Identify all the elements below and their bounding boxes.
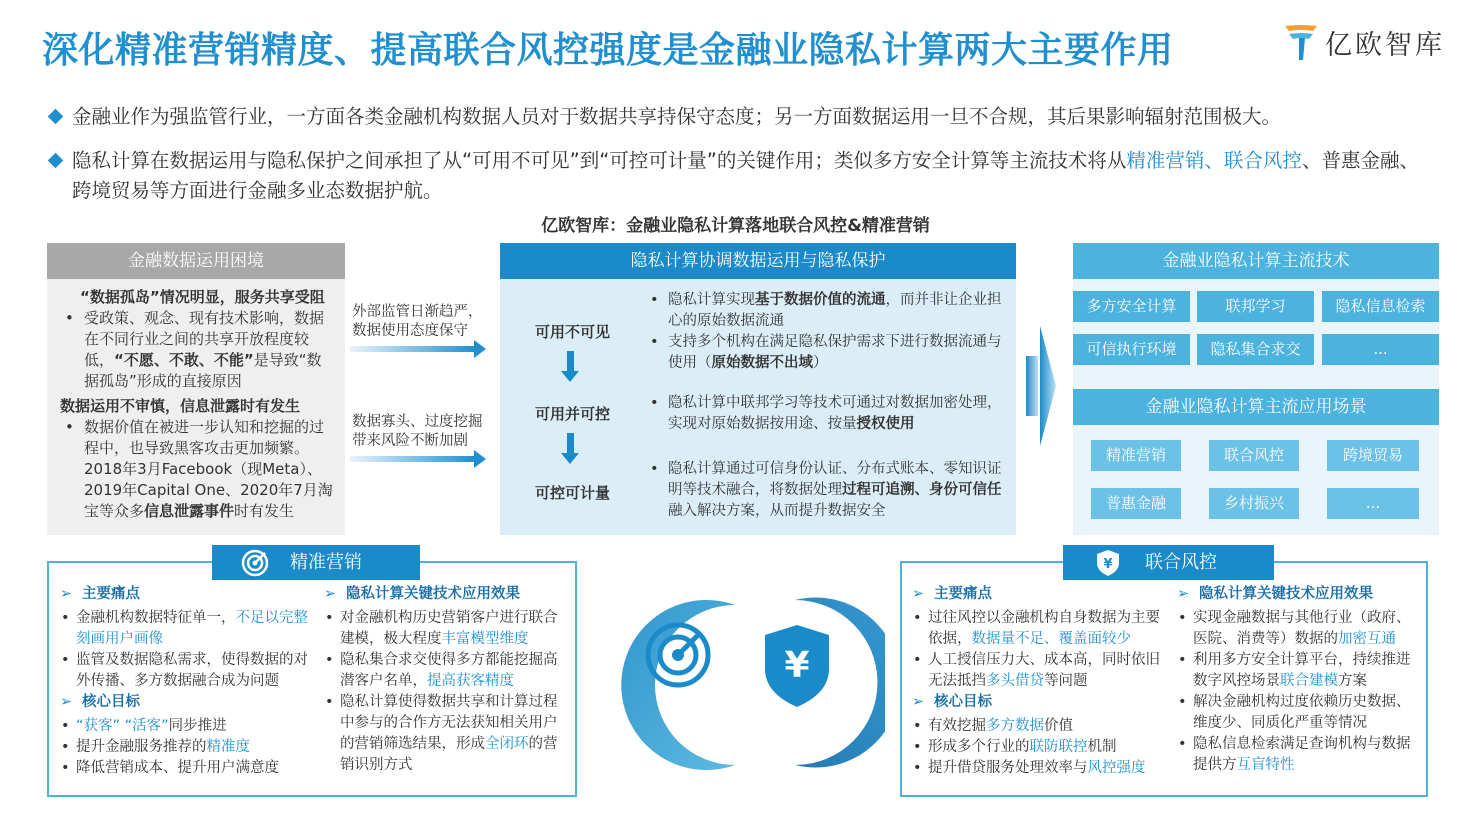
list-item: • 形成多个行业的联防联控机制	[913, 739, 1117, 755]
shield-icon	[765, 625, 829, 707]
bullet-item: 金融业作为强监管行业，一方面各类金融机构数据人员对于数据共享持保守态度；另一方面数据运用一旦不合规，其后果影响辐射范围极大。	[48, 102, 1428, 132]
list-item: • 提升金融服务推荐的精准度	[61, 739, 250, 755]
list-item: • 金融机构数据特征单一，不足以完整刻画用户画像	[61, 610, 308, 647]
coordination-box	[500, 243, 1016, 535]
tech-tag: ...	[1322, 334, 1439, 365]
tech-tag: 隐私集合求交	[1197, 334, 1314, 365]
list-item: • 隐私信息检索满足查询机构与数据提供方互盲特性	[1178, 736, 1411, 773]
arrow-label: 数据寡头、过度挖掘 带来风险不断加剧	[352, 414, 483, 449]
stage-label: 可用并可控	[535, 405, 611, 423]
section-heading: ➢ 核心目标	[910, 692, 1167, 713]
chevron-right-icon: ➢	[60, 586, 73, 602]
down-arrow-icon	[567, 433, 574, 455]
description-item: • 隐私计算中联邦学习等技术可通过对数据加密处理，实现对原始数据按用途、按量授权使用	[650, 395, 1002, 432]
coordination-descriptions	[650, 290, 1002, 374]
highlight-text: 精准营销、联合风控	[1126, 149, 1302, 172]
chevron-right-icon: ➢	[912, 586, 925, 602]
arrow-label: 外部监管日渐趋严， 数据使用态度保守	[352, 304, 483, 339]
list-item: • 人工授信压力大、成本高，同时依旧无法抵挡多头借贷等问题	[913, 652, 1160, 689]
risk-pain-column	[910, 584, 1167, 779]
tech-tag: 隐私信息检索	[1322, 291, 1439, 322]
scene-tag: ...	[1327, 488, 1419, 519]
dilemma-section-title: “数据孤岛”情况明显，服务共享受阻	[80, 288, 325, 306]
shield-icon	[1095, 549, 1121, 577]
risk-effect-column	[1175, 584, 1420, 776]
down-arrow-icon	[567, 351, 574, 373]
list-item: • 实现金融数据与其他行业（政府、医院、消费等）数据的加密互通	[1178, 610, 1411, 647]
chevron-right-icon: ➢	[1177, 586, 1190, 602]
scene-tag: 精准营销	[1091, 440, 1181, 471]
coordination-header: 隐私计算协调数据运用与隐私保护	[500, 243, 1016, 279]
list-item: • 降低营销成本、提升用户满意度	[61, 760, 279, 776]
stage-label: 可控可计量	[535, 484, 611, 502]
list-item: • 过往风控以金融机构自身数据为主要依据，数据量不足、覆盖面较少	[913, 610, 1160, 647]
scene-header: 金融业隐私计算主流应用场景	[1073, 389, 1439, 425]
list-item: • 对金融机构历史营销客户进行联合建模，极大程度丰富模型维度	[325, 610, 558, 647]
logo-text: 亿欧智库	[1325, 29, 1445, 61]
diamond-bullet-icon	[48, 153, 64, 169]
coordination-descriptions	[650, 459, 1002, 535]
chevron-right-icon: ➢	[324, 586, 337, 602]
chevron-right-icon: ➢	[60, 694, 73, 710]
right-arrow-icon	[350, 456, 476, 462]
list-item: • 监管及数据隐私需求，使得数据的对外传播、多方数据融合成为问题	[61, 652, 308, 689]
yuan-symbol: ¥	[784, 645, 810, 686]
yiou-logo-icon	[1283, 22, 1319, 62]
scene-tag: 乡村振兴	[1209, 488, 1299, 519]
description-item: • 隐私计算通过可信身份认证、分布式账本、零知识证明等技术融合，将数据处理过程可追溯、身份可信任融入解决方案，从而提升数据安全	[650, 461, 1002, 519]
stage-label: 可用不可见	[535, 323, 611, 341]
dilemma-box	[47, 243, 345, 535]
joint-risk-control-tab: ¥ 联合风控	[1063, 545, 1274, 580]
dilemma-header: 金融数据运用困境	[47, 243, 345, 279]
scene-tag: 联合风控	[1209, 440, 1299, 471]
tech-tag: 联邦学习	[1197, 291, 1314, 322]
target-icon	[240, 548, 270, 578]
list-item: • 利用多方安全计算平台，持续推进数字风控场景联合建模方案	[1178, 652, 1411, 689]
marketing-pain-column	[58, 584, 315, 779]
dilemma-item: • 数据价值在被进一步认知和挖掘的过程中，也导致黑客攻击更加频繁。2018年3月Facebook（现Meta）、2019年Capital One、2020年7月淘宝等众多信息泄露事件时有发生	[65, 418, 333, 520]
diamond-bullet-icon	[48, 109, 64, 125]
dilemma-item: • 受政策、观念、现有技术影响，数据在不同行业之间的共享开放程度较低，“不愿、不敢、不能”是导致“数据孤岛”形成的直接原因	[65, 309, 325, 390]
right-arrow-icon	[350, 346, 476, 352]
list-item: • 提升借贷服务处理效率与风控强度	[913, 760, 1146, 776]
bullet-item: 隐私计算在数据运用与隐私保护之间承担了从“可用不可见”到“可控可计量”的关键作用；类似多方安全计算等主流技术将从精准营销、联合风控、普惠金融、跨境贸易等方面进行金融多业态数据护航。	[48, 146, 1428, 206]
list-item: • 解决金融机构过度依赖历史数据、维度少、同质化严重等情况	[1178, 694, 1411, 731]
intro-bullets	[48, 102, 1428, 220]
scene-tag: 跨境贸易	[1327, 440, 1419, 471]
section-heading: ➢ 主要痛点	[58, 584, 315, 605]
coordination-descriptions	[650, 393, 1002, 448]
list-item: • “获客” “活客”同步推进	[61, 718, 227, 734]
section-heading: ➢ 核心目标	[58, 692, 315, 713]
svg-text:¥: ¥	[1103, 557, 1113, 572]
section-heading: ➢ 主要痛点	[910, 584, 1167, 605]
marketing-risk-graphic	[585, 575, 885, 790]
tech-header: 金融业隐私计算主流技术	[1073, 243, 1439, 279]
section-heading: ➢ 隐私计算关键技术应用效果	[322, 584, 566, 605]
tech-tag: 多方安全计算	[1073, 291, 1190, 322]
list-item: • 有效挖掘多方数据价值	[913, 718, 1073, 734]
diagram-subtitle: 亿欧智库：金融业隐私计算落地联合风控&精准营销	[541, 216, 930, 236]
chevron-right-icon	[1026, 326, 1056, 446]
tech-tag: 可信执行环境	[1073, 334, 1190, 365]
chevron-right-icon: ➢	[912, 694, 925, 710]
precision-marketing-tab: 精准营销	[212, 545, 420, 580]
logo	[1283, 22, 1445, 62]
list-item: • 隐私计算使得数据共享和计算过程中参与的合作方无法获知相关用户的营销筛选结果，形成全闭环的营销识别方式	[325, 694, 558, 773]
tech-scene-box	[1073, 243, 1439, 535]
description-item: • 支持多个机构在满足隐私保护需求下进行数据流通与使用（原始数据不出域）	[650, 334, 1002, 371]
scene-tag: 普惠金融	[1091, 488, 1181, 519]
marketing-effect-column	[322, 584, 566, 776]
description-item: • 隐私计算实现基于数据价值的流通，而并非让企业担心的原始数据流通	[650, 292, 1002, 329]
dilemma-section-title: 数据运用不审慎，信息泄露时有发生	[60, 397, 301, 415]
section-heading: ➢ 隐私计算关键技术应用效果	[1175, 584, 1420, 605]
page-title: 深化精准营销精度、提高联合风控强度是金融业隐私计算两大主要作用	[42, 30, 1174, 71]
list-item: • 隐私集合求交使得多方都能挖掘高潜客户名单，提高获客精度	[325, 652, 558, 689]
